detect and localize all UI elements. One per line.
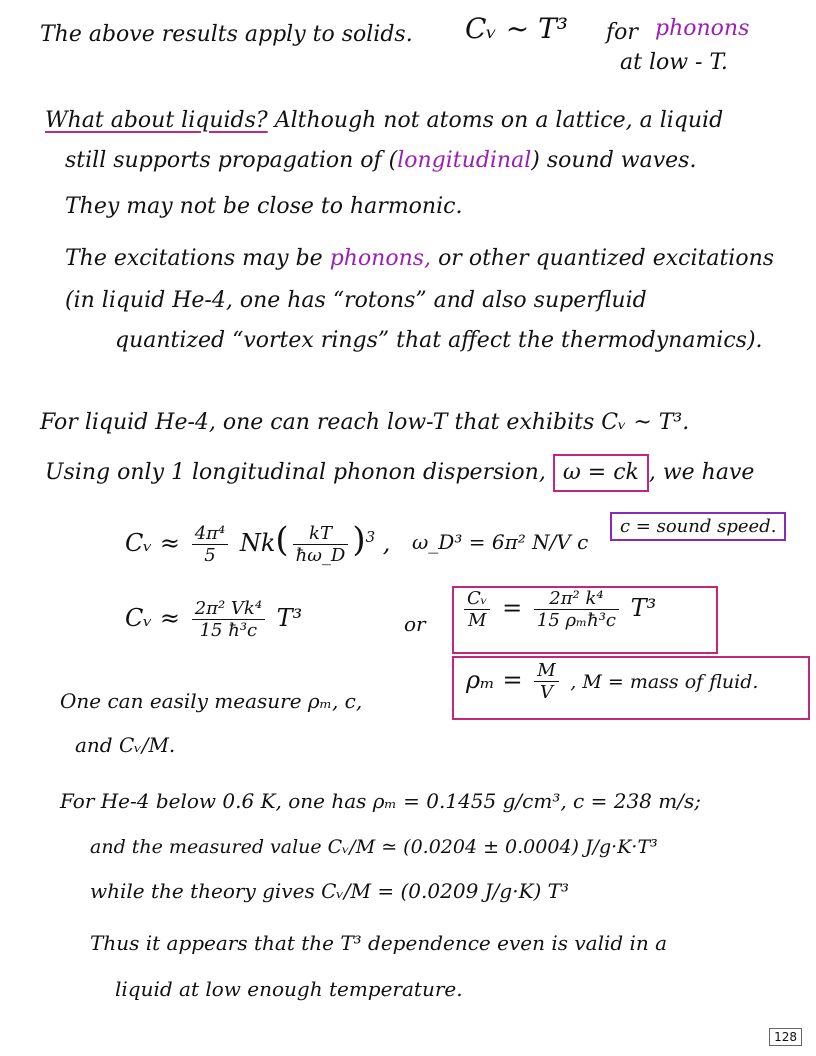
eq2-box-equals: = bbox=[502, 594, 523, 622]
eq1-inner-den: ħω_D bbox=[295, 545, 346, 566]
eq2-or: or bbox=[404, 612, 426, 636]
eq3-mass-label: , M = mass of fluid. bbox=[570, 671, 759, 693]
eq1-power: 3 bbox=[365, 528, 376, 546]
intro-text: The above results apply to solids. bbox=[40, 22, 413, 47]
sound-waves-line bbox=[65, 146, 696, 176]
dispersion-box: ω = ck bbox=[553, 454, 649, 492]
we-have-text: , we have bbox=[648, 460, 755, 485]
eq1-lhs: Cᵥ ≈ bbox=[125, 529, 181, 557]
liquids-question: What about liquids? bbox=[45, 108, 268, 133]
for-label: for bbox=[606, 20, 638, 45]
eq1-den: 5 bbox=[204, 545, 216, 566]
eq2-box-fraction bbox=[534, 588, 619, 631]
measure-line-2: and Cᵥ/M. bbox=[75, 733, 176, 757]
excitations-text: The excitations may be bbox=[65, 246, 323, 271]
eq3-fraction bbox=[534, 660, 558, 703]
sound-speed-label: c = sound speed. bbox=[610, 512, 786, 541]
eq2-lhs: Cᵥ ≈ bbox=[125, 604, 181, 632]
eq2-fraction bbox=[192, 598, 265, 641]
eq1-comma: , bbox=[382, 529, 391, 557]
rotons-line: (in liquid He-4, one has “rotons” and also superfluid bbox=[65, 288, 647, 313]
sound-speed-box bbox=[610, 512, 786, 541]
harmonic-line: They may not be close to harmonic. bbox=[65, 194, 463, 219]
eq2-box-num: 2π² k⁴ bbox=[534, 588, 619, 610]
phonons-word-2: phonons, bbox=[329, 246, 432, 271]
measured-value-line: and the measured value Cᵥ/M ≃ (0.0204 ± 0.0004) J/g·K·T³ bbox=[90, 836, 658, 858]
low-t-label: at low - T. bbox=[620, 50, 728, 75]
cv-t3-relation: Cᵥ ~ T³ bbox=[465, 12, 569, 45]
eq1-fraction bbox=[192, 523, 229, 566]
measure-line: One can easily measure ρₘ, c, bbox=[60, 689, 363, 713]
intro-line bbox=[40, 20, 413, 50]
debye-frequency-eq bbox=[412, 530, 588, 554]
eq2-box-lhs bbox=[464, 588, 490, 631]
eq3-num: M bbox=[534, 660, 558, 682]
eq1-nk: Nk bbox=[239, 529, 276, 557]
eq3-lhs: ρₘ = bbox=[466, 666, 523, 694]
eq1-wd-rhs: 6π² N/V c bbox=[491, 530, 589, 554]
sound-waves-text: ) sound waves. bbox=[531, 148, 697, 173]
dispersion-text: Using only 1 longitudinal phonon dispersion, bbox=[45, 460, 546, 485]
conclusion-line-2: liquid at low enough temperature. bbox=[115, 977, 463, 1001]
eq1-num: 4π⁴ bbox=[192, 523, 229, 545]
eq3-den: V bbox=[539, 682, 553, 703]
eq1-wd: ω_D³ = bbox=[412, 530, 486, 554]
equation-3 bbox=[466, 660, 758, 703]
liquids-question-line bbox=[45, 106, 723, 136]
lattice-text: Although not atoms on a lattice, a liquid bbox=[274, 108, 724, 133]
equation-2-boxed bbox=[460, 588, 656, 631]
eq2-den: 15 ħ³c bbox=[199, 620, 258, 641]
eq1-inner-fraction bbox=[293, 523, 349, 566]
excitations-line bbox=[65, 244, 774, 274]
dispersion-line bbox=[45, 454, 754, 492]
supports-text: still supports propagation of ( bbox=[65, 148, 398, 173]
he4-values-line: For He-4 below 0.6 K, one has ρₘ = 0.1455 g/cm³, c = 238 m/s; bbox=[60, 789, 701, 813]
equation-1: Cᵥ ≈ $\frac{\text{4π⁴}}{5}$ Nk( $\frac{kT}{ħ\omega\_D}$ )$^3$ , bbox=[125, 520, 391, 566]
eq1-inner-num: kT bbox=[293, 523, 349, 545]
eq2-num: 2π² Vk⁴ bbox=[192, 598, 265, 620]
eq2-box-t3: T³ bbox=[630, 594, 657, 622]
eq2-box-lhs-num: Cᵥ bbox=[464, 588, 490, 610]
theory-value-line: while the theory gives Cᵥ/M = (0.0209 J/g·K) T³ bbox=[90, 879, 570, 903]
eq2-box-lhs-den: M bbox=[468, 610, 487, 631]
he4-low-t-line: For liquid He-4, one can reach low-T that exhibits Cᵥ ~ T³. bbox=[40, 410, 690, 435]
conclusion-line: Thus it appears that the T³ dependence even is valid in a bbox=[90, 931, 668, 955]
vortex-rings-line: quantized “vortex rings” that affect the thermodynamics). bbox=[115, 328, 763, 353]
eq2-t3: T³ bbox=[276, 604, 303, 632]
quantized-text: or other quantized excitations bbox=[438, 246, 775, 271]
phonons-word: phonons bbox=[655, 16, 750, 41]
equation-2 bbox=[125, 598, 302, 641]
eq2-box-den: 15 ρₘħ³c bbox=[536, 610, 617, 631]
page-number: 128 bbox=[769, 1028, 802, 1046]
longitudinal-word: longitudinal bbox=[397, 148, 532, 173]
